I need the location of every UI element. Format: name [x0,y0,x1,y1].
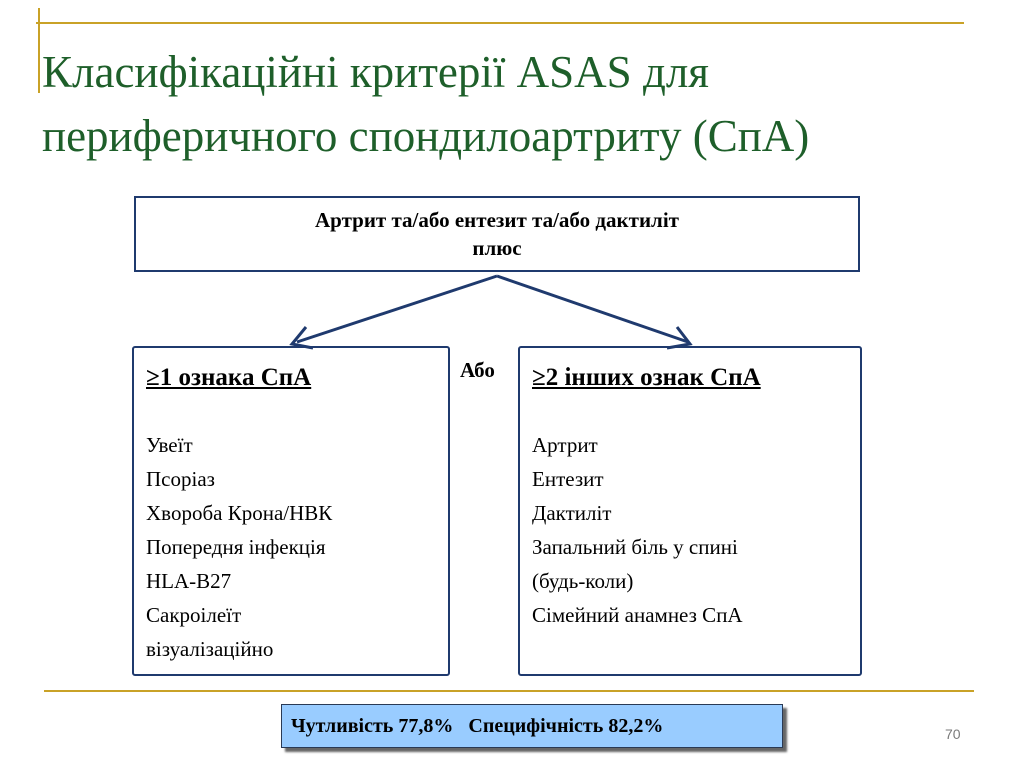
list-item: (будь-коли) [532,569,634,593]
list-item: Увеїт [146,433,193,457]
criteria-box-two-features [518,346,862,676]
entry-plus-text: плюс [472,236,522,260]
arrow-left [297,276,497,342]
entry-criteria-text: Артрит та/або ентезит та/або дактиліт [315,208,679,232]
title-line-1: Класифікаційні критерії ASAS для [42,47,710,97]
title-line-2: периферичного спондилоартриту (СпА) [42,111,810,161]
list-item: Псоріаз [146,467,215,491]
list-item: Сімейний анамнез СпА [532,603,743,627]
criteria-entry-box [134,196,860,272]
criteria-box-one-feature [132,346,450,676]
list-item: візуалізаційно [146,637,274,661]
sensitivity-text: Чутливість 77,8% [291,715,454,737]
right-box-heading: ≥2 інших ознак СпА [532,364,761,391]
decor-vertical-line [38,8,40,93]
list-item: Сакроілеїт [146,603,242,627]
list-item: Хвороба Крона/НВК [146,501,333,525]
specificity-text: Специфічність 82,2% [468,715,664,737]
right-box-list [532,428,848,632]
slide-title [42,40,1012,168]
decor-top-line [36,22,964,24]
stats-box [281,704,783,748]
arrowhead-left [292,327,313,348]
arrowhead-right [667,327,690,348]
list-item: Ентезит [532,467,604,491]
list-item: Попередня інфекція [146,535,326,559]
page-number: 70 [945,726,961,742]
list-item: Артрит [532,433,598,457]
list-item: HLA-B27 [146,569,232,593]
left-box-heading: ≥1 ознака СпА [146,364,312,391]
left-box-list [146,428,436,666]
decor-bottom-line [44,690,974,692]
list-item: Дактиліт [532,501,612,525]
arrow-right [497,276,688,342]
or-label: Або [460,358,495,382]
list-item: Запальний біль у спині [532,535,738,559]
